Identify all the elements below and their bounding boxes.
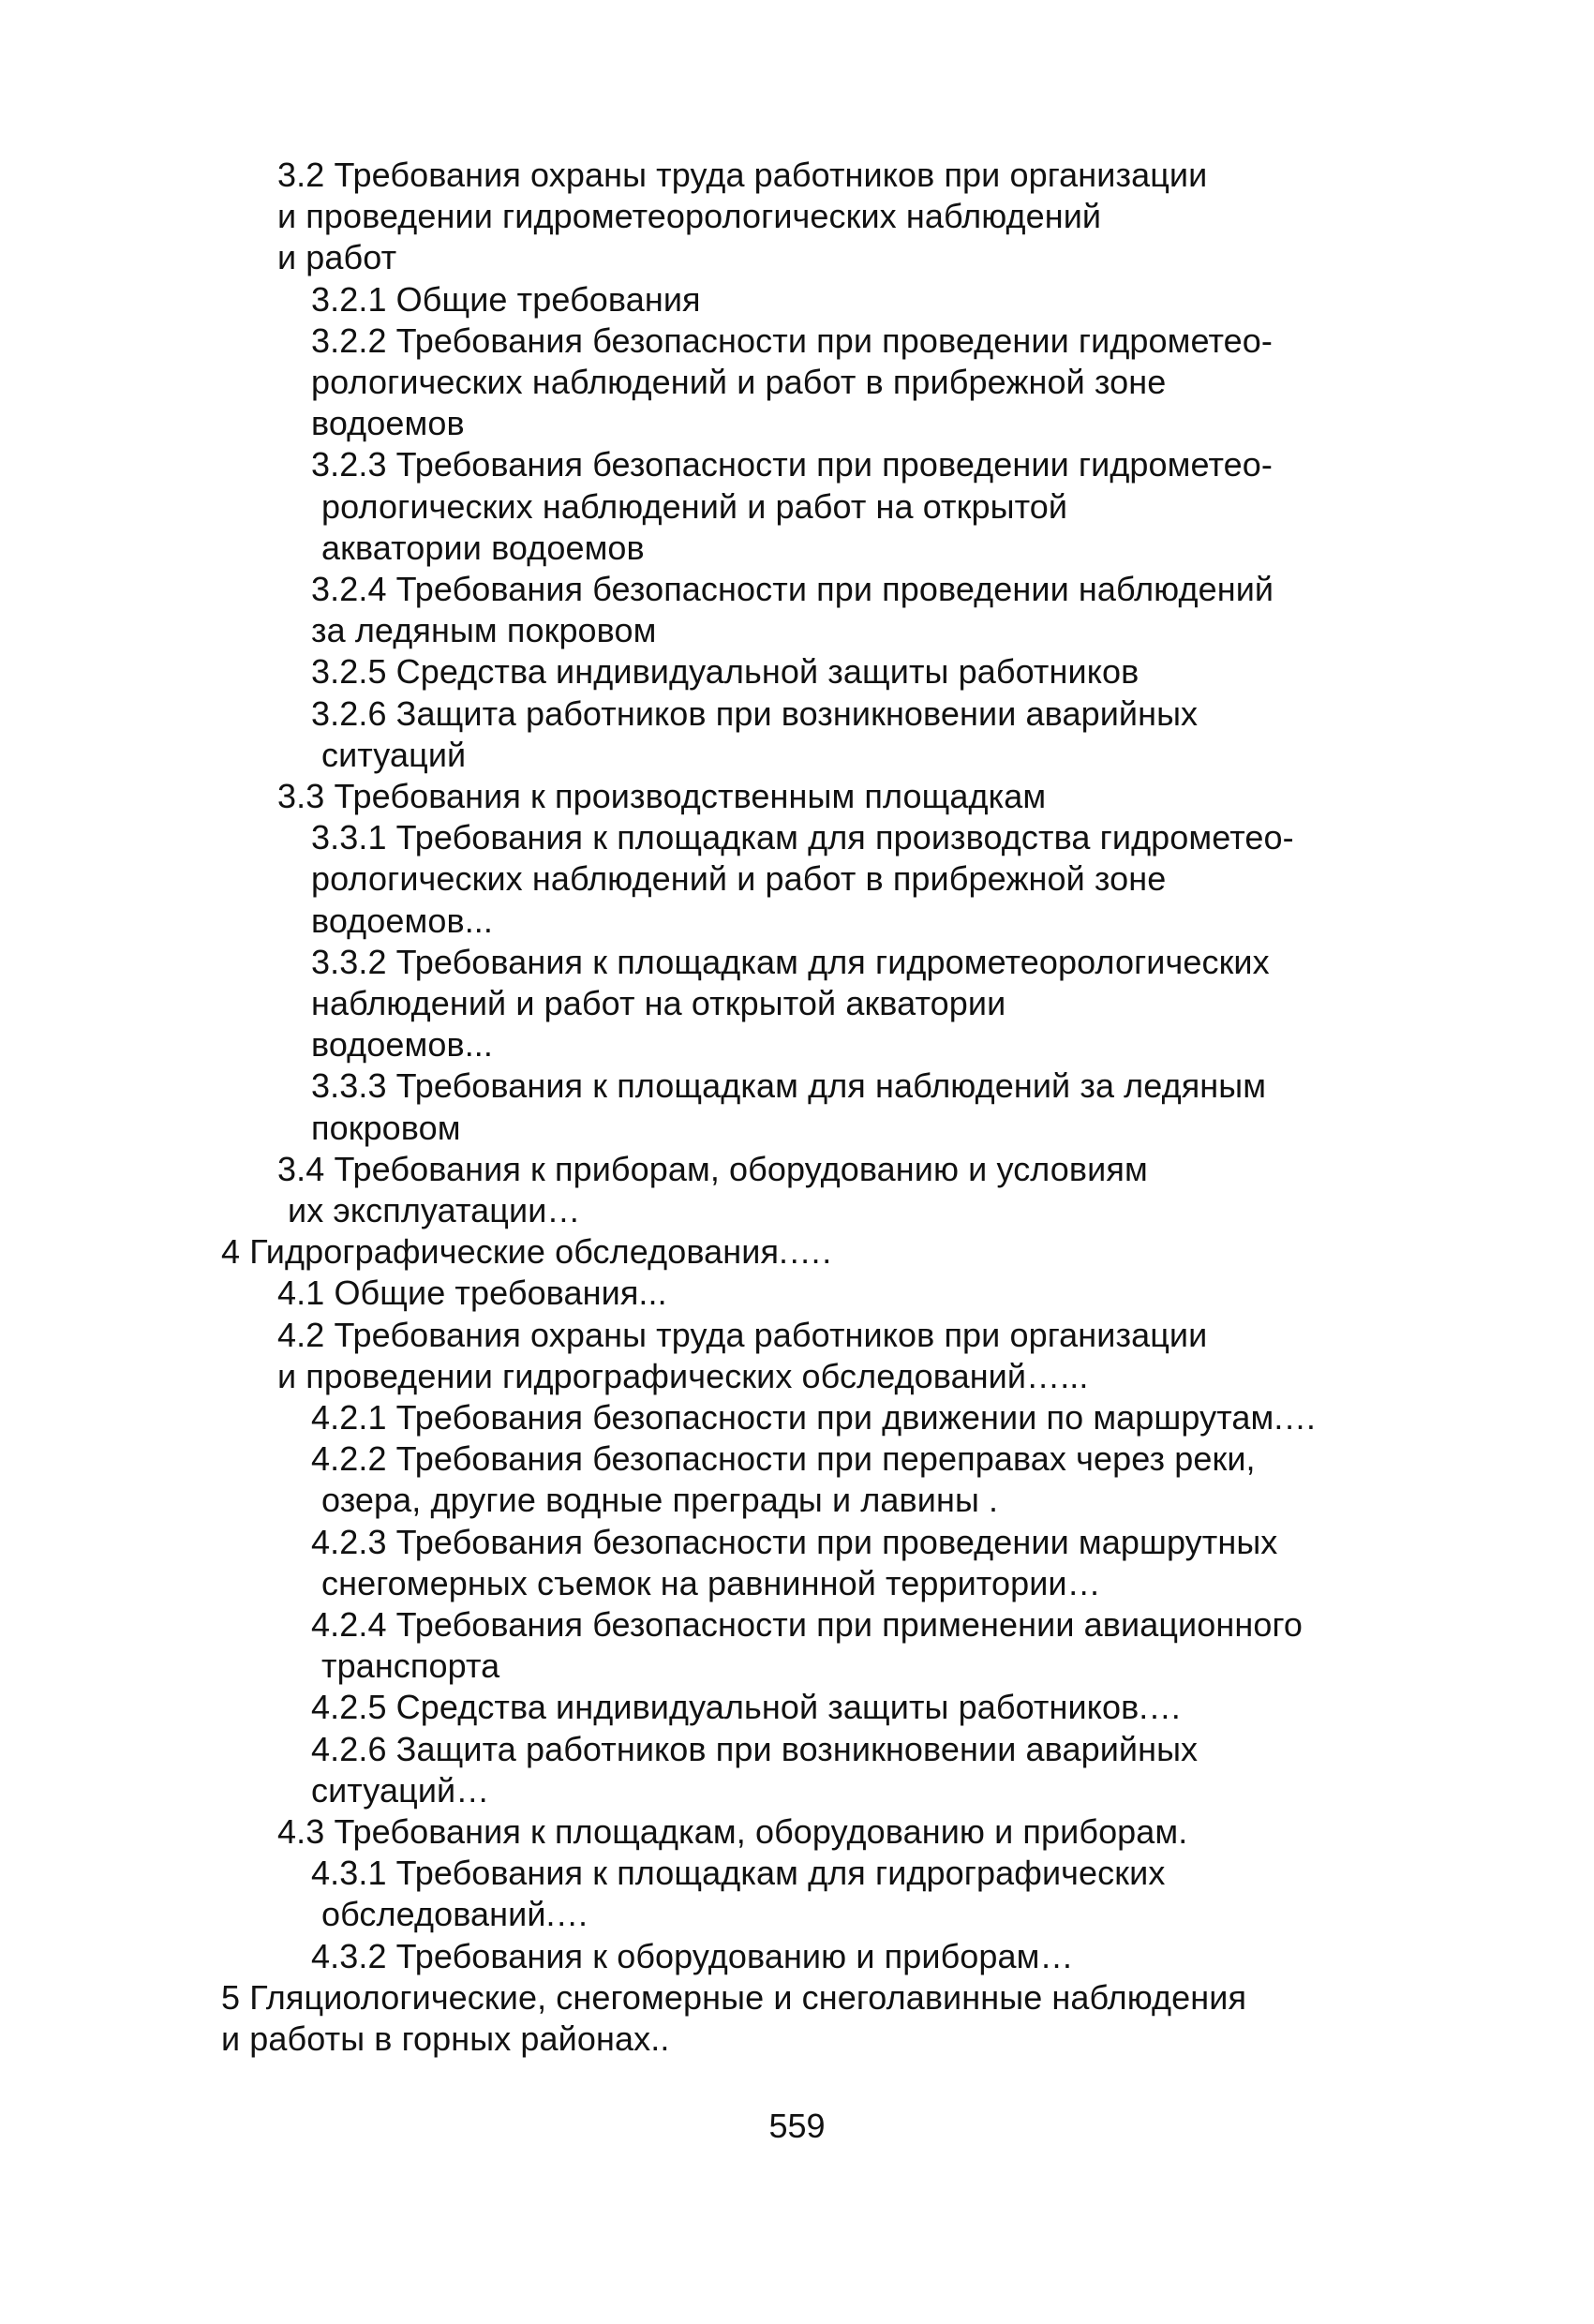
toc-line: наблюдений и работ на открытой акватории [311,984,1006,1022]
toc-line: 4.3 Требования к площадкам, оборудованию и приборам. [277,1812,1188,1851]
toc-line: 4.2.5 Средства индивидуальной защиты работников.… [311,1688,1183,1726]
toc-line: 3.4 Требования к приборам, оборудованию и условиям [277,1150,1148,1188]
toc-line: 3.2 Требования охраны труда работников при организации [277,156,1208,194]
toc-line: озера, другие водные преграды и лавины . [321,1481,999,1519]
toc-line: обследований.… [321,1895,589,1933]
toc-line: рологических наблюдений и работ в прибрежной зоне [311,859,1167,898]
toc-line: 3.2.4 Требования безопасности при проведении наблюдений [311,570,1274,608]
toc-line: водоемов... [311,901,494,940]
toc-line: водоемов [311,404,465,442]
toc-line: за ледяным покровом [311,611,657,649]
toc-line: 3.2.5 Средства индивидуальной защиты работников [311,652,1140,691]
page-number: 559 [768,2107,826,2145]
toc-line: 4.1 Общие требования... [277,1274,667,1312]
toc-line: 4.3.1 Требования к площадкам для гидрографических [311,1854,1166,1892]
toc-line: транспорта [321,1646,500,1685]
toc-line: и проведении гидрографических обследований…... [277,1357,1089,1395]
toc-line: 4.2.6 Защита работников при возникновении аварийных [311,1730,1199,1768]
toc-line: и проведении гидрометеорологических наблюдений [277,197,1102,235]
toc-line: снегомерных съемок на равнинной территории… [321,1564,1101,1602]
toc-line: 4.2.4 Требования безопасности при применении авиационного [311,1605,1304,1644]
toc-line: рологических наблюдений и работ в прибрежной зоне [311,363,1167,401]
toc-line: рологических наблюдений и работ на открытой [321,487,1068,526]
toc-line: 3.2.3 Требования безопасности при проведении гидрометео- [311,445,1273,484]
toc-line: 3.2.6 Защита работников при возникновении аварийных [311,694,1199,733]
toc-line: 4.2.2 Требования безопасности при переправах через реки, [311,1439,1256,1478]
toc-line: акватории водоемов [321,529,645,567]
toc-line: покровом [311,1109,461,1147]
toc-line: водоемов... [311,1025,494,1064]
toc-line: ситуаций [321,736,467,774]
toc-line: 4.2 Требования охраны труда работников при организации [277,1316,1208,1354]
toc-line: 5 Гляциологические, снегомерные и снеголавинные наблюдения [221,1978,1247,2017]
toc-line: ситуаций… [311,1771,490,1810]
toc-line: 4.2.3 Требования безопасности при проведении маршрутных [311,1523,1278,1561]
toc-line: 3.2.1 Общие требования [311,280,701,319]
toc-line: 3.3 Требования к производственным площадкам [277,777,1047,815]
toc-line: и работы в горных районах.. [221,2019,670,2058]
toc-line: 4.2.1 Требования безопасности при движении по маршрутам.… [311,1398,1318,1437]
toc-line: 3.3.1 Требования к площадкам для производства гидрометео- [311,818,1294,857]
toc-line: 3.3.2 Требования к площадкам для гидрометеорологических [311,943,1270,981]
toc-line: их эксплуатации… [288,1191,581,1229]
toc-line: 4 Гидрографические обследования.…. [221,1232,832,1271]
toc-line: и работ [277,238,397,276]
toc-line: 4.3.2 Требования к оборудованию и приборам… [311,1937,1074,1975]
toc-line: 3.3.3 Требования к площадкам для наблюдений за ледяным [311,1066,1267,1105]
toc-line: 3.2.2 Требования безопасности при проведении гидрометео- [311,321,1273,360]
